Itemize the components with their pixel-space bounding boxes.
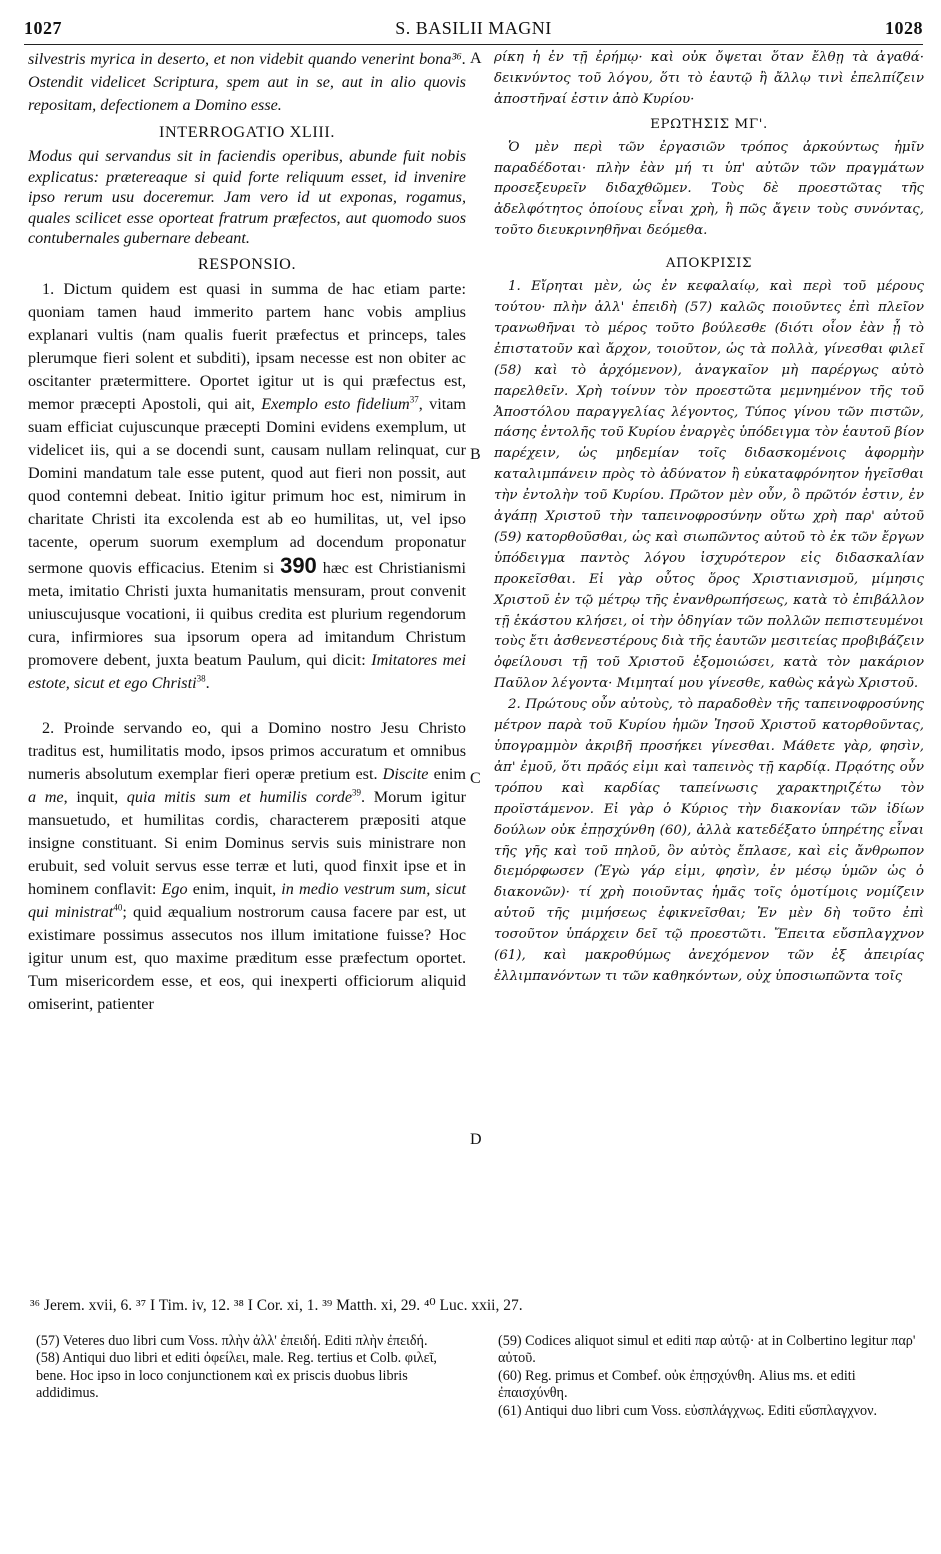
scripture-footnote-refs: ³⁶ Jerem. xvii, 6. ³⁷ I Tim. iv, 12. ³⁸ I Cor. xi, 1. ³⁹ Matth. xi, 29. ⁴⁰ Luc. xxii, 27. xyxy=(30,1297,523,1314)
notes-left xyxy=(36,1333,456,1403)
note-58: (58) Antiqui duo libri et editi ὀφείλει, male. Reg. tertius et Colb. φιλεῖ, bene. Hoc ipso in loco conjunctionem καὶ ex priscis duobus libris addidimus. xyxy=(36,1350,437,1402)
interrogatio-title: INTERROGATIO XLIII. xyxy=(159,123,335,141)
interrogatio-text: Modus qui servandus sit in faciendis operibus, abunde fuit nobis explicatus: prætereaque si quid forte reliquum esset, id invenire ipso rerum usu doceremur. Jam vero id ut exponas, rogamus, quales scilicet esse oporteat fratrum præfectos, aut quomodo suos contubernales gubernare debeant. xyxy=(28,147,466,247)
greek-intro: ρίκη ἡ ἐν τῇ ἐρήμῳ· καὶ οὐκ ὄψεται ὅταν ἔλθῃ τὰ ἀγαθά· δεικνύντος τοῦ λόγου, ὅτι τὸ ἑαυτῷ ἢ ἄλλῳ τινὶ ἐπελπίζειν ἀποστῆναί ἐστιν ἀπὸ Κυρίου· xyxy=(494,50,924,107)
latin-column xyxy=(28,48,466,1016)
right-page-number: 1028 xyxy=(885,18,923,38)
erotesis-title: ΕΡΩΤΗΣΙΣ ΜΓ'. xyxy=(650,116,768,132)
erotesis-text: Ὁ μὲν περὶ τῶν ἐργασιῶν τρόπος ἀρκούντως ἡμῖν παραδέδοται· πλὴν ἐὰν μή τι ὑπ' αὐτῶν τῶν πραγμάτων προσεξευρεῖν διδαχθῶμεν. Τοὺς δὲ προεστῶτας τῆς ἀδελφότητος ὁποίους εἶναι χρὴ, ἢ πῶς ἄγειν τοὺς συνόντας, τοῦτο διευκρινηθῆναι δεόμεθα. xyxy=(494,139,924,239)
left-page-number: 1027 xyxy=(24,18,62,38)
latin-intro: silvestris myrica in deserto, et non videbit quando venerint bona³⁶. Ostendit videlicet Scriptura, spem aut in se, aut in alio quovis repositam, defectionem a Domino esse. xyxy=(28,50,466,114)
margin-letter-b: B xyxy=(470,446,481,463)
note-60: (60) Reg. primus et Combef. οὐκ ἐπῃσχύνθη. Alius ms. et editi ἐπαισχύνθη. xyxy=(498,1367,856,1402)
margin-letter-c: C xyxy=(470,770,481,787)
greek-column xyxy=(494,48,924,988)
note-61: (61) Antiqui duo libri cum Voss. εὐσπλάγχνως. Editi εὔσπλαγχνον. xyxy=(498,1402,878,1419)
latin-paragraph-1: 1. Dictum quidem est quasi in summa de hac etiam parte: quoniam tamen haud immerito partem hanc vobis amplius explanari vultis (nam qualis fuerit præfectus et princeps, tales plerumque fieri solent et subditi), ipsam necesse est non obiter ac oscitanter prætermittere. Oportet igitur ut is qui præfectus est, memor præcepti Apostoli, qui ait, Exemplo esto fidelium$^{37}$, vitam suam efficiat cujuscunque præcepti Domini evidens exemplum, ut videlicet iis, qui a se docendi sunt, causam nullam relinquat, cur Domini mandatum tale esse putent, quod aut fieri non possit, aut quod contemni debeat. Initio igitur primum hoc est, nimirum in charitate Christi ita excolenda est ab eo humilitas, ut, vel ipso tacente, operum suorum exemplum ad docendum proponatur sermone quovis efficacius. Etenim si 390 hæc est Christianismi meta, imitatio Christi juxta humanitatis mensuram, prout convenit uniuscujusque vocationi, ii quibus credita est plurium regendorum cura, infirmiores sua ipsorum opera ad imitandum Christum promovere debent, juxta beatum Paulum, qui dicit: Imitatores mei estote, sicut et ego Christi$^{38}$. xyxy=(28,279,466,692)
responsio-title: RESPONSIO. xyxy=(197,254,297,273)
running-title: S. BASILII MAGNI xyxy=(395,18,552,38)
margin-letter-d: D xyxy=(470,1131,482,1148)
apokrisis-title: ΑΠΟΚΡΙΣΙΣ xyxy=(665,256,753,272)
column-number: 390 xyxy=(280,552,317,578)
greek-paragraph-1: 1. Εἴρηται μὲν, ὡς ἐν κεφαλαίῳ, καὶ περὶ τοῦ μέρους τούτου· πλὴν ἀλλ' ἐπειδὴ (57) καλῶς ποιοῦντες ἐπὶ πλεῖον τρανωθῆναι τὸ μέρος τοῦτο βούλεσθε (διότι οἷον ἐὰν ᾖ τὸ ἐπιστατοῦν καὶ ἄρχον, τοιοῦτον, ὡς τὰ πολλὰ, γίνεσθαι φιλεῖ (58) καὶ τὸ ἀρχόμενον), ἀναγκαῖον μὴ παρέργως αὐτὸ παρελθεῖν. Χρὴ τοίνυν τὸν προεστῶτα μεμνημένον τῆς τοῦ Ἀποστόλου παραγγελίας λέγοντος, Τύπος γίνου τῶν πιστῶν, πάσης ἐντολῆς τοῦ Κυρίου ἐναργὲς ὑπόδειγμα τὸν ἑαυτοῦ βίον παρέχειν, ὡς μηδεμίαν τοῖς διδασκομένοις ἀφορμὴν καταλιμπάνειν πρὸς τὸ ἀδύνατον ἢ εὐκαταφρόνητον ἡγεῖσθαι τὴν ἐντολὴν τοῦ Κυρίου. Πρῶτον μὲν οὖν, ὃ πρῶτόν ἐστιν, ἐν ἀγάπῃ Χριστοῦ τὴν ταπεινοφροσύνην οὕτω χρὴ παρ' αὐτοῦ (59) κατορθοῦσθαι, ὡς καὶ σιωπῶντος αὐτοῦ τὸ ἐκ τῶν ἔργων ὑπόδειγμα παντὸς λόγου ἰσχυρότερον εἰς διδασκαλίαν προκεῖσθαι. Εἰ γὰρ οὗτος ὅρος Χριστιανισμοῦ, μίμησις Χριστοῦ ἐν τῷ μέτρῳ τῆς ἐνανθρωπήσεως, κατὰ τὸ ἐπιβάλλον τῇ ἑκάστου κλήσει, οἱ τὴν ὁδηγίαν τῶν πολλῶν πεπιστευμένοι τοὺς ἔτι ἀσθενεστέρους διὰ τῆς ἑαυτῶν μεσιτείας προβιβάζειν ὀφείλουσι τῇ τοῦ Χριστοῦ ἐξομοιώσει, κατὰ τὸν μακάριον Παῦλον λέγοντα· Μιμηταί μου γίνεσθε, καθὼς κἀγὼ Χριστοῦ. xyxy=(494,279,924,692)
notes-right xyxy=(498,1333,918,1420)
latin-paragraph-2: 2. Proinde servando eo, qui a Domino nostro Jesu Christo traditus est, humilitatis modo, ipsos primos accuratum et omnibus numeris absolutum exemplar fieri operæ pretium est. Discite enim a me, inquit, quia mitis sum et humilis corde$^{39}$. Morum igitur mansuetudo, et humilitas cordis, characterem præpositi atque insigne constituant. Si enim Dominus servis suis ministrare non erubuit, sed voluit servus esse terræ et luti, quod finxit ipse et in hominem conflavit: Ego enim, inquit, in medio vestrum sum, sicut qui ministrat$^{40}$; quid æqualium nostrorum causa facere par est, ut existimare possimus assecutos nos illum imitatione fuisse? Hoc igitur unum est, quo maxime præditum esse præfectum oportet. Tum misericordem esse, et eos, qui inexperti officiorum aliquid omiserint, patienter xyxy=(28,718,467,1013)
note-59: (59) Codices aliquot simul et editi παρ αὐτῷ· at in Colbertino legitur παρ' αὐτοῦ. xyxy=(498,1333,916,1367)
note-57: (57) Veteres duo libri cum Voss. πλὴν ἀλλ' ἐπειδή. Editi πλὴν ἐπειδή. xyxy=(36,1333,428,1349)
running-header xyxy=(24,14,923,45)
margin-letter-a: A xyxy=(470,50,482,67)
greek-paragraph-2: 2. Πρώτους οὖν αὐτοὺς, τὸ παραδοθὲν τῆς ταπεινοφροσύνης μέτρον παρὰ τοῦ Κυρίου ἡμῶν Ἰησοῦ Χριστοῦ κατορθοῦντας, ὑπογραμμὸν ἀκριβῆ προσήκει γίνεσθαι. Μάθετε γὰρ, φησὶν, ἀπ' ἐμοῦ, ὅτι πρᾶός εἰμι καὶ ταπεινὸς τῇ καρδίᾳ. Πρᾳότης οὖν τρόπου καὶ καρδίας ταπείνωσις χαρακτηριζέτω τὸν προϊστάμενον. Εἰ γὰρ ὁ Κύριος τὴν διακονίαν τῶν ἰδίων δούλων οὐκ ἐπῃσχύνθη (60), ἀλλὰ κατεδέξατο ὑπηρέτης εἶναι τῆς γῆς καὶ τοῦ πηλοῦ, ὃν αὐτὸς ἔπλασε, καὶ εἰς ἄνθρωπον διεμόρφωσεν (Ἐγὼ γάρ εἰμι, φησὶν, ἐν μέσῳ ὑμῶν ὡς ὁ διακονῶν)· τί χρὴ ποιοῦντας ἡμᾶς τοῖς ὁμοτίμοις νομίζειν αὐτοῦ τῆς μιμήσεως ἐφικνεῖσθαι; Ἐν μὲν δὴ τοῦτο ἐπὶ τοσοῦτον ὑπάρχειν δεῖ τῷ προεστῶτι. Ἔπειτα εὔσπλαγχνον (61), καὶ μακροθύμως ἀνεχόμενον τῶν ἐξ ἀπειρίας ἐλλιμπανόντων τι τῶν καθηκόντων, οὐχ ὑποσιωπῶντα τοῖς xyxy=(494,697,924,984)
